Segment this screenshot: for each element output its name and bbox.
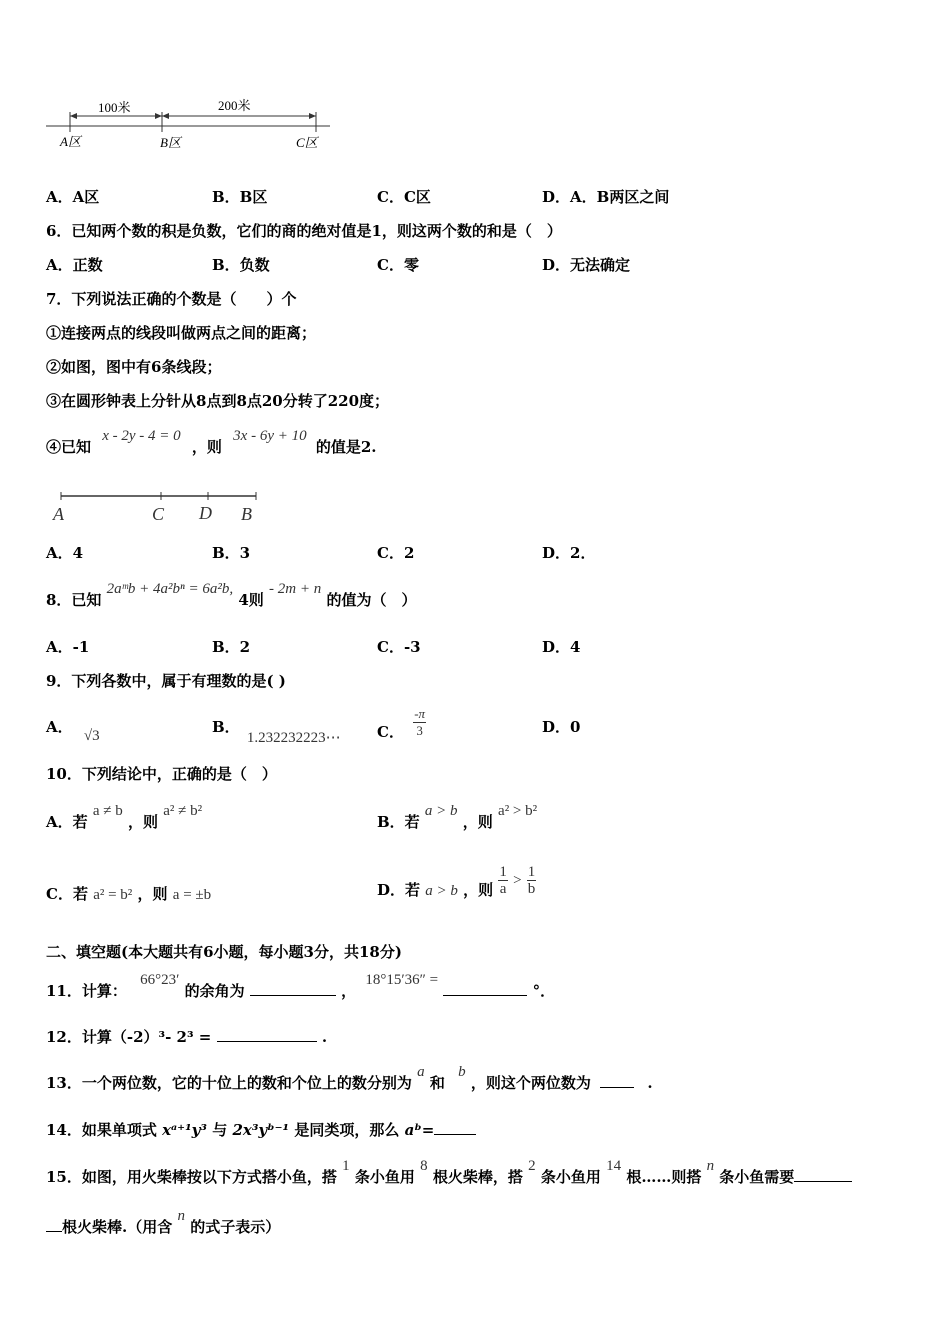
q6-option-b[interactable]: B．负数 xyxy=(212,256,270,274)
q7-option-a[interactable]: A．4 xyxy=(46,544,84,562)
q15-t3: 条小鱼用 xyxy=(540,1168,601,1186)
q11-blank-1[interactable] xyxy=(250,981,336,996)
q5-option-c[interactable]: C．C区 xyxy=(377,188,431,206)
q10-c-mid: ，则 xyxy=(137,885,168,903)
q13-b: b xyxy=(458,1064,466,1080)
q7-statement-4 xyxy=(46,428,377,457)
q15-t1: 条小鱼用 xyxy=(354,1168,415,1186)
region-line-figure xyxy=(40,92,340,156)
q7-option-c[interactable]: C．2 xyxy=(377,544,415,562)
q10-c-pre: C．若 xyxy=(46,885,88,903)
q11-e2: 18°15′36″ = xyxy=(365,972,439,988)
q13-a: a xyxy=(417,1064,425,1080)
q8-option-b[interactable]: B．2 xyxy=(212,638,251,656)
q10-option-b[interactable] xyxy=(377,803,538,832)
q8-post1: 4则 xyxy=(238,591,264,609)
q11-mid: 的余角为 xyxy=(184,982,245,1000)
q10-a-e2: a² ≠ b² xyxy=(163,803,203,819)
q9-option-d[interactable]: D．0 xyxy=(542,718,581,736)
q10-b-mid: ，则 xyxy=(462,813,493,831)
q10-b-e1: a > b xyxy=(424,803,458,819)
q5-option-d[interactable]: D．A．B两区之间 xyxy=(542,188,670,206)
q8-expr2: - 2m + n xyxy=(269,581,322,597)
q9-option-b[interactable] xyxy=(212,716,341,746)
q10-d-mid: ，则 xyxy=(463,880,494,899)
q8-expr: 2aᵐb + 4a²bⁿ = 6a²b, xyxy=(106,581,234,597)
q9-c-label: C． xyxy=(377,722,404,741)
q10-option-d[interactable] xyxy=(377,864,536,897)
q11-sep: ， xyxy=(341,982,357,1000)
q10-d-e1: a > b xyxy=(425,882,458,899)
q12-stem xyxy=(46,1026,327,1047)
q8-option-d[interactable]: D．4 xyxy=(542,638,581,656)
q7-option-d[interactable]: D．2． xyxy=(542,544,596,562)
q10-b-e2: a² > b² xyxy=(498,803,538,819)
q13-pre: 13．一个两位数，它的十位上的数和个位上的数分别为 xyxy=(46,1074,412,1092)
q15-n3: 2 xyxy=(528,1158,536,1174)
q15-n5: n xyxy=(706,1158,715,1174)
q15-l2n: n xyxy=(177,1208,185,1224)
q10-b-pre: B．若 xyxy=(377,813,420,831)
seg1-label: 100米 xyxy=(98,100,131,115)
q13-and: 和 xyxy=(429,1074,445,1092)
q14-blank[interactable] xyxy=(434,1120,476,1135)
q10-option-c[interactable] xyxy=(46,883,211,904)
q15-n4: 14 xyxy=(606,1158,622,1174)
point-a-label: A xyxy=(53,504,64,524)
q8-pre: 8．已知 xyxy=(46,591,102,609)
q10-d-frac1-num: 1 xyxy=(499,864,507,880)
q8-option-c[interactable]: C．-3 xyxy=(377,638,421,656)
q13-stem xyxy=(46,1064,653,1093)
q13-end: . xyxy=(647,1074,653,1092)
q10-d-frac2-num: 1 xyxy=(527,864,536,880)
q7-statement-1: ①连接两点的线段叫做两点之间的距离； xyxy=(46,324,317,342)
q11-e1: 66°23′ xyxy=(140,972,180,988)
q9-a-value: √3 xyxy=(83,728,100,744)
segment-figure xyxy=(50,486,270,526)
q7-s4-expr2: 3x - 6y + 10 xyxy=(233,428,307,444)
q6-option-a[interactable]: A．正数 xyxy=(46,256,103,274)
q14-stem xyxy=(46,1119,476,1140)
q13-blank[interactable] xyxy=(600,1073,634,1088)
seg2-label: 200米 xyxy=(218,98,251,113)
q7-s4-expr1: x - 2y - 4 = 0 xyxy=(102,428,181,444)
region-b-label: B区 xyxy=(160,135,181,150)
q6-option-c[interactable]: C．零 xyxy=(377,256,419,274)
q15-t2: 根火柴棒，搭 xyxy=(432,1168,523,1186)
q7-stem: 7．下列说法正确的个数是（ ）个 xyxy=(46,290,297,308)
point-b-label: B xyxy=(241,504,252,524)
q8-stem xyxy=(46,581,417,610)
q9-c-denominator: 3 xyxy=(416,723,423,738)
q8-post2: 的值为（ ） xyxy=(326,591,417,609)
q10-d-frac2 xyxy=(527,864,537,897)
q7-statement-3: ③在圆形钟表上分针从8点到8点20分转了220度； xyxy=(46,392,390,410)
q15-stem xyxy=(46,1158,852,1187)
q13-post: ，则这个两位数为 xyxy=(470,1074,591,1092)
q14-e3: aᵇ= xyxy=(404,1121,435,1139)
region-c-label: C区 xyxy=(296,135,318,150)
q15-t5: 条小鱼需要 xyxy=(719,1168,795,1186)
q10-d-frac2-den: b xyxy=(527,881,536,897)
q15-n1: 1 xyxy=(342,1158,350,1174)
q15-l2post: 的式子表示） xyxy=(190,1218,281,1236)
q10-c-e2: a = ±b xyxy=(172,887,212,903)
q11-stem xyxy=(46,972,556,1001)
q14-mid: 与 xyxy=(212,1121,228,1139)
q10-option-a[interactable] xyxy=(46,803,203,832)
q14-e1: xᵃ⁺¹y³ xyxy=(162,1121,207,1139)
q9-option-a[interactable] xyxy=(46,716,100,744)
q10-c-e1: a² = b² xyxy=(93,887,133,903)
q15-blank-2[interactable] xyxy=(46,1217,62,1232)
q10-d-frac1-den: a xyxy=(499,881,507,897)
q7-option-b[interactable]: B．3 xyxy=(212,544,251,562)
q7-s4-pre: ④已知 xyxy=(46,438,92,456)
q14-e2: 2x³yᵇ⁻¹ xyxy=(232,1121,290,1139)
q10-stem: 10．下列结论中，正确的是（ ） xyxy=(46,765,277,783)
q7-s4-post: 的值是2. xyxy=(315,438,377,456)
q9-b-value: 1.232232223⋯ xyxy=(246,730,341,746)
q15-line-2 xyxy=(46,1208,281,1237)
q9-b-label: B． xyxy=(212,718,240,736)
q10-d-frac1 xyxy=(498,864,508,897)
q9-c-numerator: -π xyxy=(414,706,426,721)
q9-c-fraction xyxy=(413,706,426,739)
q6-stem: 6．已知两个数的积是负数，它们的商的绝对值是1，则这两个数的和是（ ） xyxy=(46,222,562,240)
q6-option-d[interactable]: D．无法确定 xyxy=(542,256,631,274)
q9-stem: 9．下列各数中，属于有理数的是( ) xyxy=(46,672,286,690)
region-line-svg xyxy=(40,92,340,156)
q15-blank-1[interactable] xyxy=(794,1167,852,1182)
q15-n2: 8 xyxy=(420,1158,428,1174)
q14-pre: 14．如果单项式 xyxy=(46,1121,157,1139)
q8-option-a[interactable]: A．-1 xyxy=(46,638,90,656)
q7-s4-mid: ，则 xyxy=(191,438,222,456)
q9-a-label: A． xyxy=(46,718,73,736)
segment-svg xyxy=(50,486,270,526)
q7-statement-2: ②如图，图中有6条线段； xyxy=(46,358,222,376)
region-a-label: A区 xyxy=(60,134,81,149)
q10-a-e1: a ≠ b xyxy=(92,803,123,819)
q5-option-a[interactable]: A．A区 xyxy=(46,188,100,206)
q15-pre: 15．如图，用火柴棒按以下方式搭小鱼，搭 xyxy=(46,1168,337,1186)
q12-pre: 12．计算（-2）³- 2³ = xyxy=(46,1028,212,1046)
q11-post: °． xyxy=(532,982,556,1000)
q10-a-pre: A．若 xyxy=(46,813,88,831)
q5-option-b[interactable]: B．B区 xyxy=(212,188,268,206)
point-d-label: D xyxy=(199,503,212,523)
q14-post: 是同类项，那么 xyxy=(294,1121,400,1139)
q10-d-pre: D．若 xyxy=(377,880,421,899)
q9-option-c[interactable] xyxy=(377,706,426,739)
q12-post: . xyxy=(321,1028,328,1046)
section-2-heading: 二、填空题(本大题共有6小题，每小题3分，共18分) xyxy=(46,943,402,961)
q15-t4: 根……则搭 xyxy=(626,1168,702,1186)
q12-blank[interactable] xyxy=(217,1027,317,1042)
q11-pre: 11．计算： xyxy=(46,982,127,1000)
q10-d-gt: > xyxy=(513,872,522,889)
q11-blank-2[interactable] xyxy=(443,981,527,996)
q10-a-mid: ，则 xyxy=(128,813,159,831)
q15-l2pre: 根火柴棒.（用含 xyxy=(62,1218,173,1236)
point-c-label: C xyxy=(152,504,165,524)
